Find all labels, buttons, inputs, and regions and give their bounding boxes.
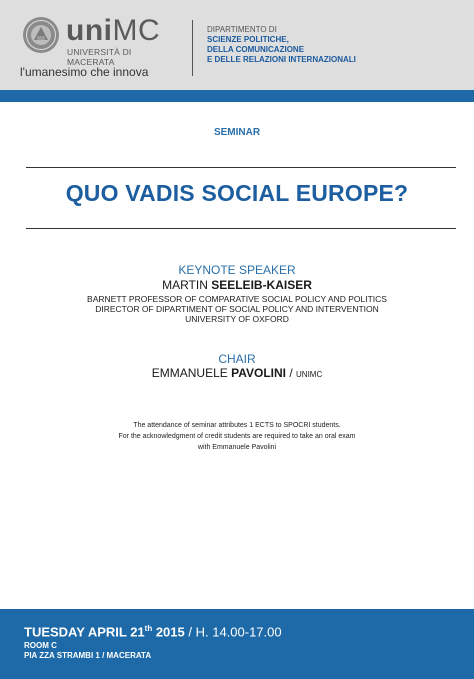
keynote-label: KEYNOTE SPEAKER <box>178 263 296 277</box>
chair-name <box>0 366 474 380</box>
dept-line-4: E DELLE RELAZIONI INTERNAZIONALI <box>207 55 356 64</box>
dept-line-2: SCIENZE POLITICHE, <box>207 35 289 44</box>
university-seal-icon <box>22 16 60 54</box>
event-year: 2015 <box>152 624 185 640</box>
keynote-speaker-name <box>0 278 474 292</box>
note-line-3: with Emmanuele Pavolini <box>197 444 277 451</box>
logo-wordmark <box>66 14 160 48</box>
dept-line-1: DIPARTIMENTO DI <box>207 25 277 34</box>
keynote-role-2: DIRECTOR OF DIPARTIMENT OF SOCIAL POLICY AND INTERVENTION <box>95 304 379 314</box>
event-hours: / H. 14.00-17.00 <box>184 624 282 640</box>
chair-separator: / <box>286 366 297 380</box>
keynote-first-name: MARTIN <box>162 278 212 292</box>
event-type: SEMINAR <box>213 127 261 138</box>
chair-label: CHAIR <box>218 352 256 366</box>
keynote-role-3: UNIVERSITY OF OXFORD <box>185 314 289 324</box>
header <box>0 0 474 90</box>
header-accent-bar <box>0 90 474 102</box>
event-title: QUO VADIS SOCIAL EUROPE? <box>65 180 409 206</box>
title-rule-top <box>26 167 456 168</box>
event-address: PIA ZZA STRAMBI 1 / MACERATA <box>24 651 152 660</box>
chair-affiliation: UNIMC <box>296 370 323 379</box>
university-logo[interactable] <box>20 14 180 84</box>
department-name <box>207 25 356 65</box>
event-datetime <box>24 624 282 639</box>
title-rule-bottom <box>26 228 456 229</box>
dept-line-3: DELLA COMUNICAZIONE <box>207 45 305 54</box>
date-ordinal: th <box>144 624 153 633</box>
event-date: TUESDAY APRIL 21 <box>24 624 145 640</box>
event-room: ROOM C <box>24 641 57 650</box>
logo-tagline: l'umanesimo che innova <box>20 65 149 79</box>
header-divider <box>192 20 193 76</box>
keynote-section <box>0 263 474 324</box>
logo-mc-text: MC <box>112 14 161 47</box>
footer <box>0 609 474 679</box>
chair-last-name: PAVOLINI <box>231 366 286 380</box>
keynote-role-1: BARNETT PROFESSOR OF COMPARATIVE SOCIAL POLICY AND POLITICS <box>87 294 387 304</box>
keynote-last-name: SEELEIB-KAISER <box>211 278 312 292</box>
logo-uni-text: uni <box>66 14 113 47</box>
note-line-1: The attendance of seminar attributes 1 ECTS to SPOCRI students. <box>133 422 341 429</box>
chair-section <box>0 352 474 380</box>
chair-first-name: EMMANUELE <box>151 366 232 380</box>
logo-subtitle: UNIVERSITÀ DI MACERATA <box>67 47 132 67</box>
note-line-2: For the acknowledgment of credit students are required to take an oral exam <box>118 433 356 440</box>
credit-notes <box>0 420 474 453</box>
